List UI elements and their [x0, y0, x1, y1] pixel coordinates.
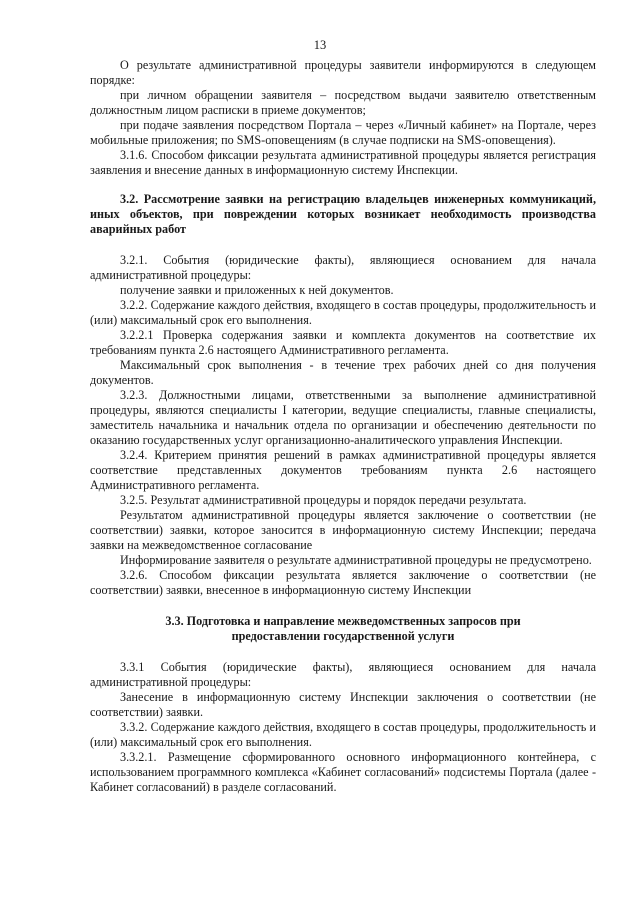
paragraph: 3.2.1. События (юридические факты), являющиеся основанием для начала административной процедуры: [90, 253, 596, 282]
spacer [90, 598, 596, 614]
page-body [90, 58, 596, 795]
paragraph: 3.2.2.1 Проверка содержания заявки и комплекта документов на соответствие их требованиям пункта 2.6 настоящего Административного регламента. [90, 328, 596, 357]
spacer [90, 644, 596, 660]
paragraph: при подаче заявления посредством Портала – через «Личный кабинет» на Портале, через мобильные приложения; по SMS-оповещениям (в случае подписки на SMS-оповещения). [90, 118, 596, 147]
spacer [90, 178, 596, 192]
paragraph: Максимальный срок выполнения - в течение трех рабочих дней со дня получения документов. [90, 358, 596, 387]
paragraph: 3.2.6. Способом фиксации результата является заключение о соответствии (не соответствии) заявки, внесенное в информационную систему Инспекции [90, 568, 596, 597]
page-number: 13 [313, 38, 327, 52]
paragraph: О результате административной процедуры заявители информируются в следующем порядке: [90, 58, 596, 87]
paragraph: 3.3.2. Содержание каждого действия, входящего в состав процедуры, продолжительность и (или) максимальный срок его выполнения. [90, 720, 596, 749]
paragraph: при личном обращении заявителя – посредством выдачи заявителю ответственным должностным лицом расписки в приеме документов; [90, 88, 596, 117]
section-heading-line: предоставлении государственной услуги [231, 629, 455, 643]
section-heading: 3.2. Рассмотрение заявки на регистрацию владельцев инженерных коммуникаций, иных объектов, при повреждении которых возникает необходимость производства аварийных работ [90, 192, 596, 236]
paragraph: 3.2.3. Должностными лицами, ответственными за выполнение административной процедуры, являются специалисты I категории, ведущие специалисты, главные специалисты, заместитель начальника и начальник отдела по организации и обеспечению деятельности по оказанию государственных услуг организационно-аналитического управления Инспекции. [90, 388, 596, 447]
paragraph: 3.2.2. Содержание каждого действия, входящего в состав процедуры, продолжительность и (или) максимальный срок его выполнения. [90, 298, 596, 327]
paragraph: Занесение в информационную систему Инспекции заключения о соответствии (не соответствии) заявки. [90, 690, 596, 719]
paragraph: Информирование заявителя о результате административной процедуры не предусмотрено. [120, 553, 592, 567]
paragraph: 3.2.4. Критерием принятия решений в рамках административной процедуры является соответствие представленных документов требованиям пункта 2.6 настоящего Административного регламента. [90, 448, 596, 492]
paragraph: Результатом административной процедуры является заключение о соответствии (не соответствии) заявки, которое заносится в информационную систему Инспекции; передача заявки на межведомственное согласование [90, 508, 596, 552]
paragraph: получение заявки и приложенных к ней документов. [120, 283, 394, 297]
section-heading-line: 3.3. Подготовка и направление межведомственных запросов при [165, 614, 521, 628]
paragraph: 3.2.5. Результат административной процедуры и порядок передачи результата. [120, 493, 527, 507]
spacer [90, 237, 596, 253]
paragraph: 3.3.1 События (юридические факты), являющиеся основанием для начала административной процедуры: [90, 660, 596, 689]
paragraph: 3.1.6. Способом фиксации результата административной процедуры является регистрация заявления и внесение данных в информационную систему Инспекции. [90, 148, 596, 177]
paragraph: 3.3.2.1. Размещение сформированного основного информационного контейнера, с использованием программного комплекса «Кабинет согласований» подсистемы Портала (далее - Кабинет согласований) в разделе согласований. [90, 750, 596, 794]
